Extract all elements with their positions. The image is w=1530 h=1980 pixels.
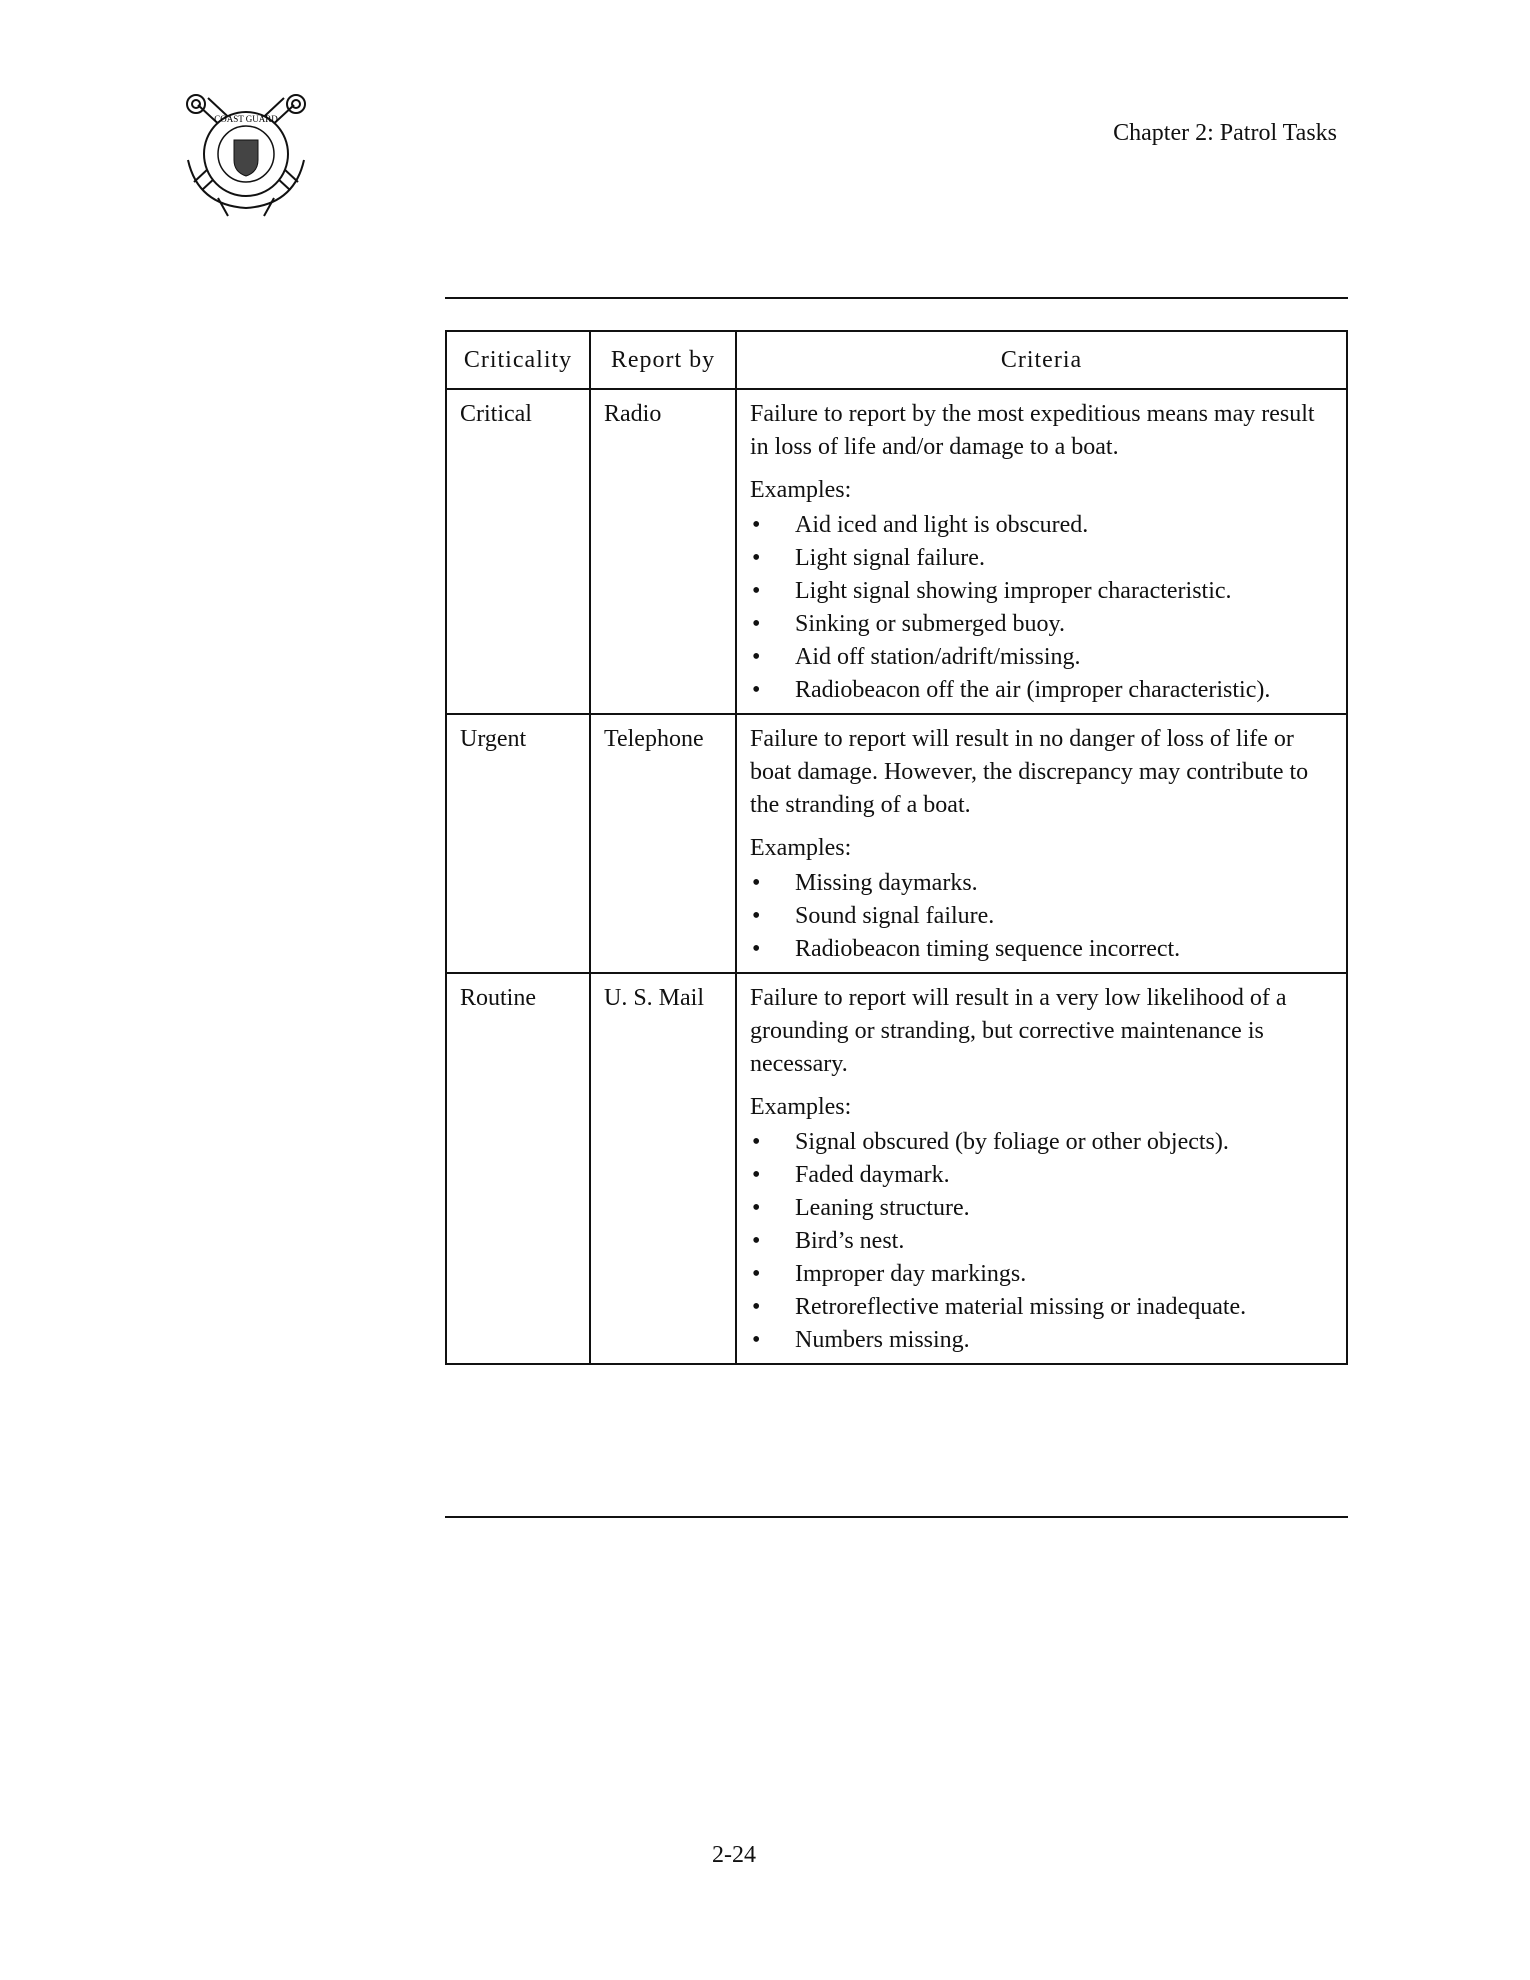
list-item: • Improper day markings. (750, 1258, 1334, 1291)
header-criteria: Criteria (736, 331, 1347, 389)
list-item: • Sound signal failure. (750, 900, 1334, 933)
list-item: • Radiobeacon timing sequence incorrect. (750, 933, 1334, 966)
list-item: • Sinking or submerged buoy. (750, 608, 1334, 641)
svg-text:COAST GUARD: COAST GUARD (214, 114, 278, 124)
list-item: • Bird’s nest. (750, 1225, 1334, 1258)
list-item: • Signal obscured (by foliage or other objects). (750, 1126, 1334, 1159)
report-by-cell: Telephone (590, 714, 736, 973)
list-item: • Aid iced and light is obscured. (750, 509, 1334, 542)
examples-list (750, 867, 1334, 966)
criteria-text: Failure to report will result in no danger of loss of life or boat damage. However, the discrepancy may contribute to the stranding of a boat. (750, 726, 1309, 818)
page-number: 2-24 (712, 1842, 756, 1868)
table-header-row (446, 331, 1347, 389)
report-by-cell: Radio (590, 389, 736, 714)
chapter-title: Chapter 2: Patrol Tasks (1113, 120, 1337, 146)
criticality-cell: Routine (446, 973, 590, 1364)
criteria-text: Failure to report by the most expeditious means may result in loss of life and/or damage to a boat. (750, 401, 1315, 460)
table-row (446, 973, 1347, 1364)
examples-list (750, 509, 1334, 707)
table-row (446, 389, 1347, 714)
criteria-cell (736, 389, 1347, 714)
bottom-rule (445, 1516, 1348, 1518)
criteria-cell (736, 714, 1347, 973)
list-item: • Light signal showing improper characteristic. (750, 575, 1334, 608)
criteria-text: Failure to report will result in a very low likelihood of a grounding or stranding, but corrective maintenance is necessary. (750, 985, 1287, 1077)
examples-list (750, 1126, 1334, 1357)
examples-label: Examples: (750, 477, 852, 503)
header-criticality: Criticality (446, 331, 590, 389)
list-item: • Aid off station/adrift/missing. (750, 641, 1334, 674)
criteria-cell (736, 973, 1347, 1364)
list-item: • Leaning structure. (750, 1192, 1334, 1225)
list-item: • Light signal failure. (750, 542, 1334, 575)
criticality-cell: Urgent (446, 714, 590, 973)
report-by-cell: U. S. Mail (590, 973, 736, 1364)
header-report-by: Report by (590, 331, 736, 389)
examples-label: Examples: (750, 1094, 852, 1120)
coast-guard-seal-logo (178, 90, 314, 218)
examples-label: Examples: (750, 835, 852, 861)
list-item: • Missing daymarks. (750, 867, 1334, 900)
top-rule (445, 297, 1348, 299)
list-item: • Numbers missing. (750, 1324, 1334, 1357)
criticality-table (445, 330, 1348, 1365)
table-row (446, 714, 1347, 973)
list-item: • Radiobeacon off the air (improper characteristic). (750, 674, 1334, 707)
criticality-cell: Critical (446, 389, 590, 714)
list-item: • Retroreflective material missing or inadequate. (750, 1291, 1334, 1324)
list-item: • Faded daymark. (750, 1159, 1334, 1192)
